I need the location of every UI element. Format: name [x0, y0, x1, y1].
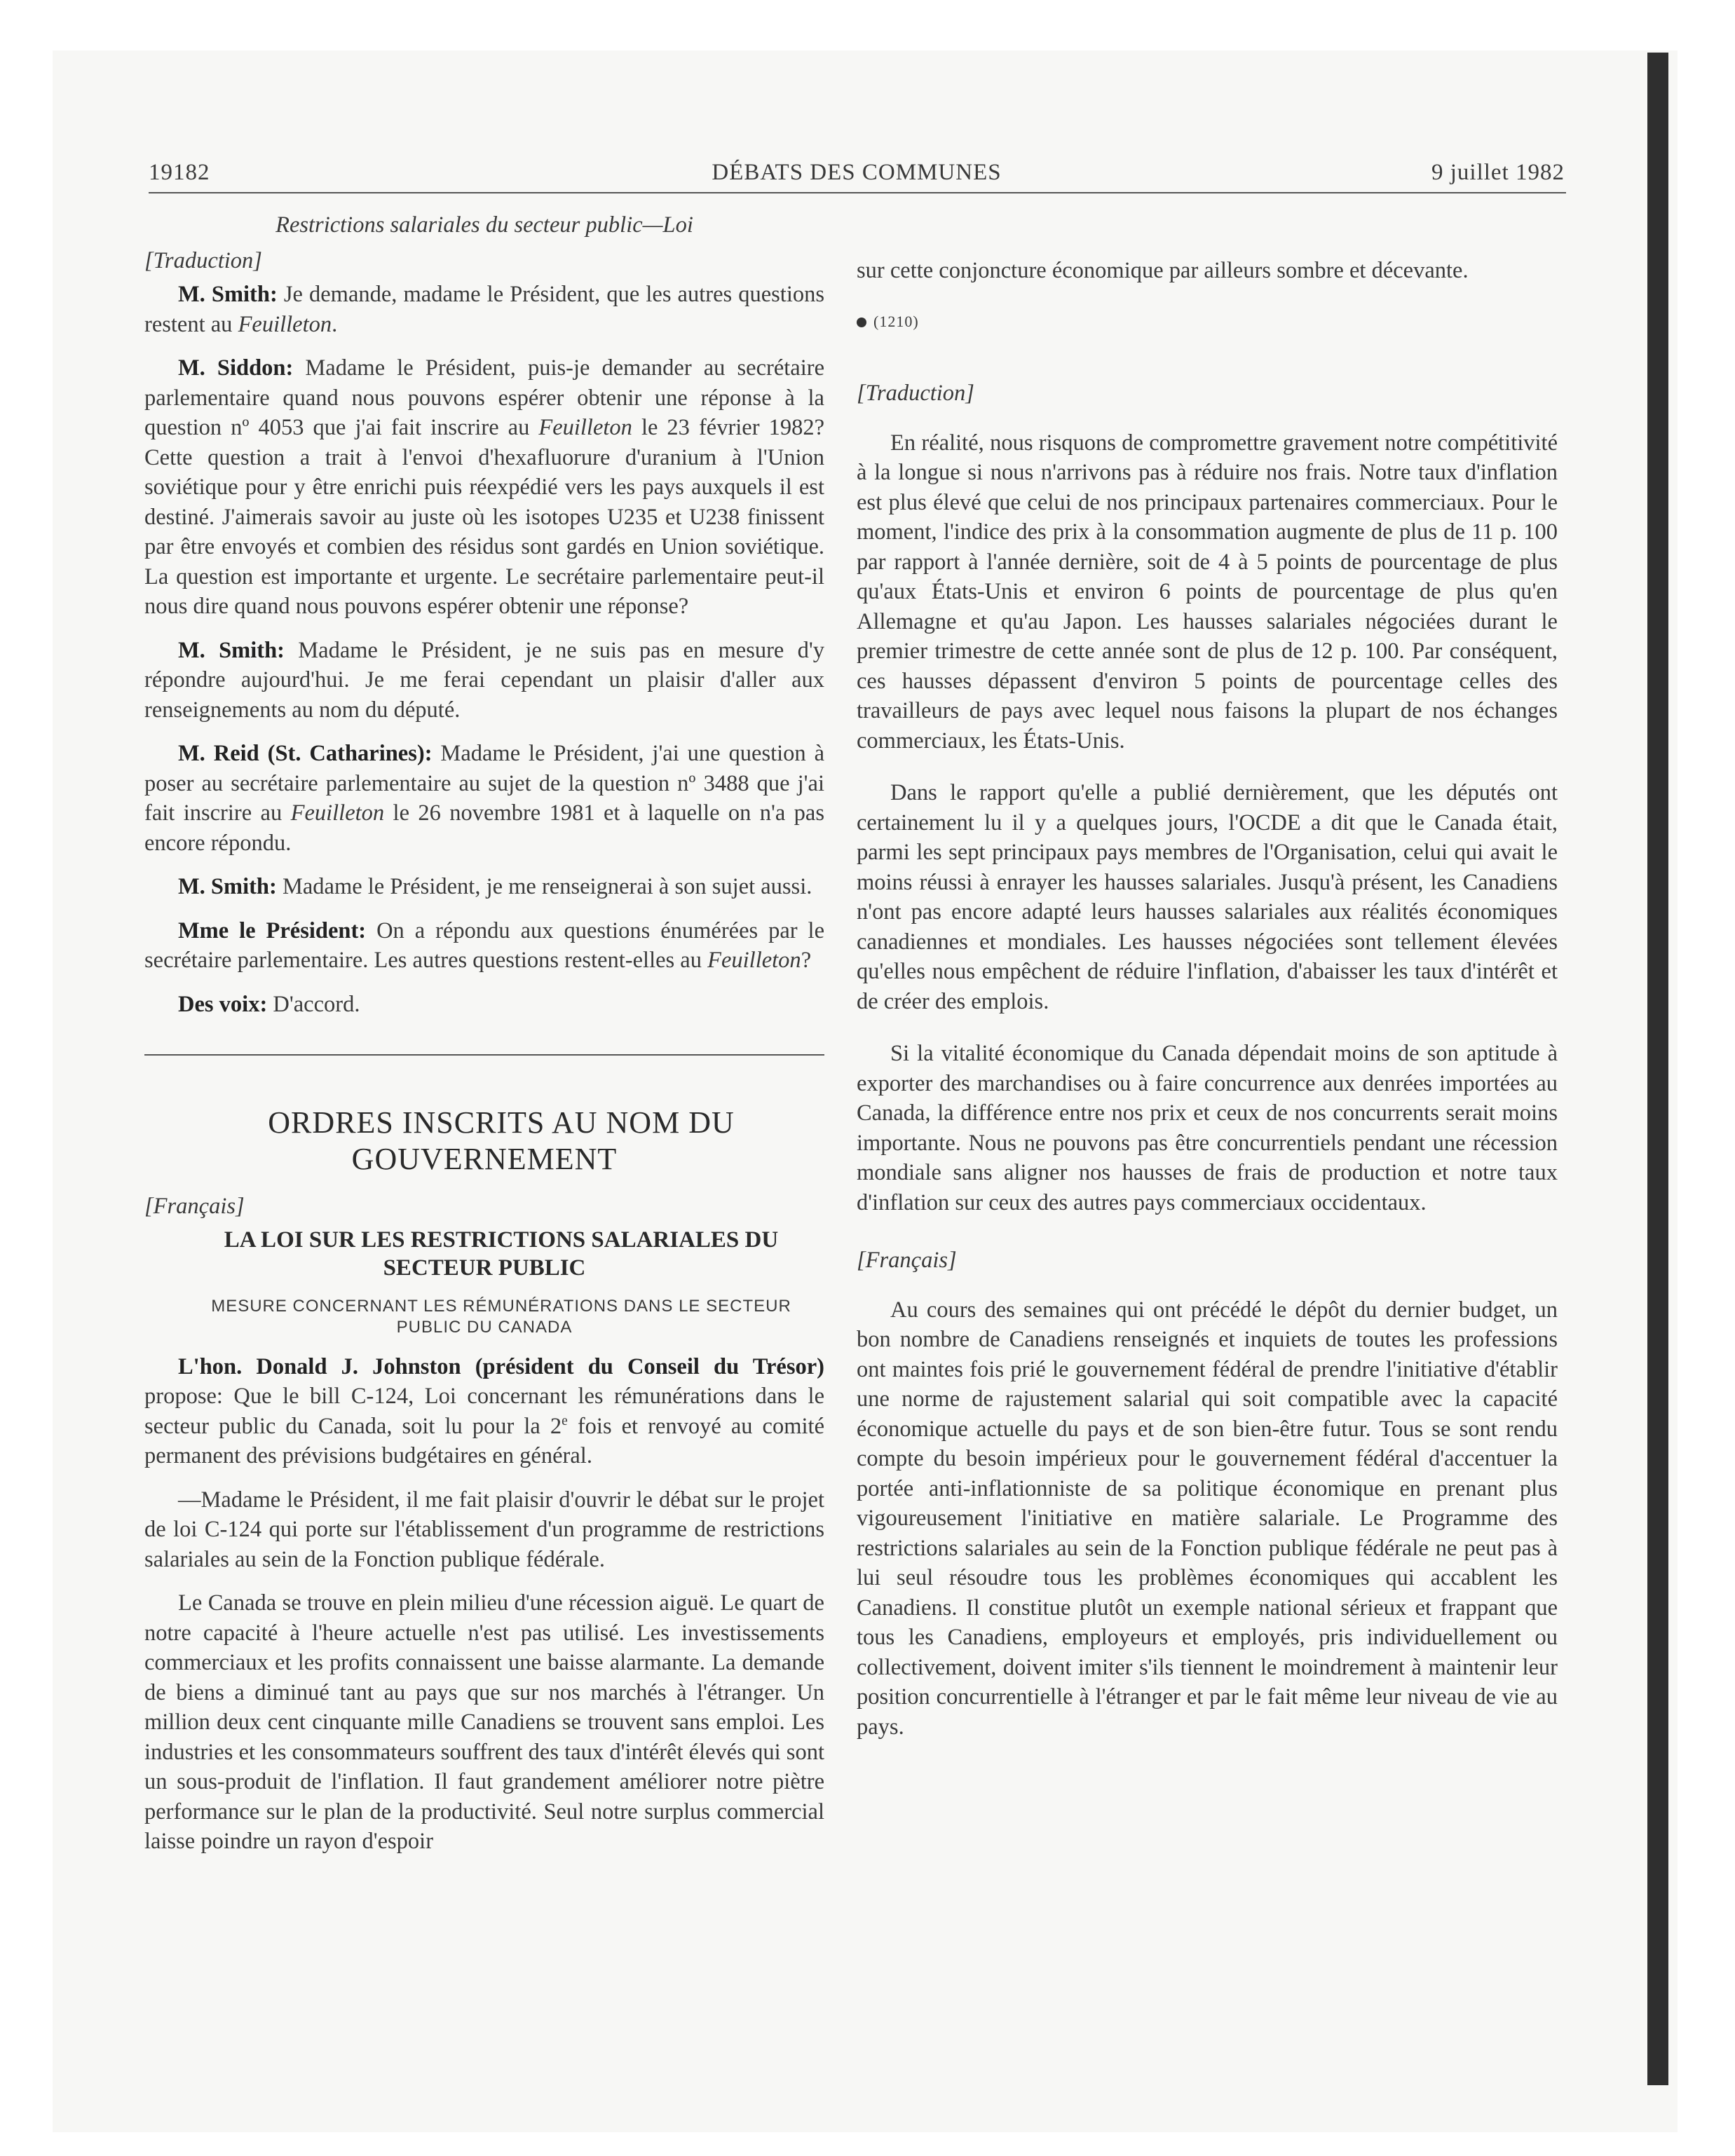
bullet-dot-icon — [857, 318, 866, 327]
speaker-name: M. Smith: — [178, 282, 278, 307]
publication-title: DÉBATS DES COMMUNES — [712, 160, 1002, 185]
time-stamp: (1210) — [857, 307, 1558, 337]
section-divider — [144, 1054, 824, 1056]
speech-paragraph: M. Smith: Je demande, madame le Président, que les autres questions restent au Feuilleton. — [144, 282, 824, 337]
speaker-name: M. Reid (St. Catharines): — [178, 741, 433, 766]
speech-paragraph: M. Reid (St. Catharines): Madame le Président, j'ai une question à poser au secrétaire parlementaire au sujet de la question nº 3488 que j'ai fait inscrire au Feuilleton le 26 novembre 1981 et à laquelle on n'a pas encore répondu. — [144, 741, 824, 856]
speaker-name: Mme le Président: — [178, 917, 367, 943]
speech-paragraph: M. Smith: Madame le Président, je ne suis pas en mesure d'y répondre aujourd'hui. Je me ferai cependant un plaisir d'aller aux renseignements au nom du député. — [144, 637, 824, 723]
speech-paragraph: Le Canada se trouve en plein milieu d'une récession aiguë. Le quart de notre capacité à l'heure actuelle n'est pas utilisé. Les investissements commerciaux et les profits connaissent une baisse alarmante. La demande de biens a diminué tant au pays que sur nos marchés à l'étranger. Un million deux cent cinquante mille Canadiens se trouvent sans emploi. Les industries et les consommateurs souffrent des taux d'intérêt élevés qui sont un sous-produit de l'inflation. Il faut grandement améliorer notre piètre performance sur le plan de la productivité. Seul notre surplus commercial laisse poindre un rayon d'espoir — [144, 1590, 824, 1854]
speech-paragraph: M. Smith: Madame le Président, je me renseignerai à son sujet aussi. — [178, 874, 812, 899]
bill-subheading: MESURE CONCERNANT LES RÉMUNÉRATIONS DANS LE SECTEUR PUBLIC DU CANADA — [211, 1296, 791, 1337]
language-tag: [Traduction] — [857, 381, 974, 406]
speech-paragraph: M. Siddon: Madame le Président, puis-je demander au secrétaire parlementaire quand nous pouvons espérer obtenir une réponse à la question nº 4053 que j'ai fait inscrire au Feuilleton le 23 février 1982? Cette question a trait à l'envoi d'hexafluorure d'uranium à l'Union soviétique pour y être enrichi puis réexpédié vers les pays auxquels il est destiné. J'aimerais savoir au juste où les isotopes U235 et U238 finissent par être envoyés et combien des résidus sont gardés en Union soviétique. La question est importante et urgente. Le secrétaire parlementaire peut-il nous dire quand nous pouvons espérer obtenir une réponse? — [144, 355, 824, 619]
page-header — [149, 160, 1565, 196]
right-column — [857, 256, 1558, 1756]
speaker-name: Des voix: — [178, 991, 268, 1017]
section-heading: ORDRES INSCRITS AU NOM DU GOUVERNEMENT — [268, 1105, 735, 1176]
scan-edge-bar — [1647, 53, 1668, 2085]
bill-heading: LA LOI SUR LES RESTRICTIONS SALARIALES DU SECTEUR PUBLIC — [224, 1227, 779, 1281]
running-rubric: Restrictions salariales du secteur public—Loi — [275, 212, 693, 238]
speech-paragraph: Mme le Président: On a répondu aux questions énumérées par le secrétaire parlementaire. Les autres questions restent-elles au Feuilleton? — [144, 917, 824, 973]
speech-paragraph: —Madame le Président, il me fait plaisir d'ouvrir le débat sur le projet de loi C-124 qui porte sur l'établissement d'un programme de restrictions salariales au sein de la Fonction publique fédérale. — [144, 1487, 824, 1572]
language-tag: [Traduction] — [144, 247, 262, 273]
speech-paragraph: Si la vitalité économique du Canada dépendait moins de son aptitude à exporter des marchandises ou à faire concurrence aux denrées importées au Canada, la différence entre nos prix et ceux de nos concurrents serait moins importante. Nous ne pouvons pas être concurrentiels pendant une récession mondiale sans aligner nos hausses de frais de production et notre taux d'inflation sur ceux des autres pays commerciaux occidentaux. — [857, 1041, 1558, 1215]
publication-date: 9 juillet 1982 — [1431, 160, 1565, 185]
speaker-name: M. Siddon: — [178, 355, 294, 381]
header-rule — [149, 192, 1566, 193]
speech-paragraph: En réalité, nous risquons de compromettre gravement notre compétitivité à la longue si nous n'arrivons pas à réduire nos frais. Notre taux d'inflation est plus élevé que celui de nos principaux partenaires commerciaux. Pour le moment, l'indice des prix à la consommation augmente de plus de 11 p. 100 par rapport à l'année dernière, soit de 4 à 5 points de pourcentage de plus qu'aux États-Unis et environ 6 points de pourcentage de plus qu'en Allemagne et qu'au Japon. Les hausses salariales négociées durant le premier trimestre de cette année sont de plus de 12 p. 100. Par conséquent, ces hausses dépassent d'environ 5 points de pourcentage celles des travailleurs de pays avec lequel nous faisons la plupart de nos échanges commerciaux, les États-Unis. — [857, 430, 1558, 753]
language-tag: [Français] — [144, 1194, 245, 1219]
speech-paragraph: Dans le rapport qu'elle a publié dernièrement, que les députés ont certainement lu il y a quelques jours, l'OCDE a dit que le Canada était, parmi les sept principaux pays membres de l'Organisation, celui qui avait le moins réussi à enrayer les hausses salariales. Jusqu'à présent, les Canadiens n'ont pas encore adapté leurs hausses salariales aux réalités économiques canadiennes et mondiales. Les hausses négociées sont tellement élevées qu'elles nous empêchent de réduire l'inflation, d'abaisser les taux d'intérêt et de créer des emplois. — [857, 780, 1558, 1014]
speech-paragraph: L'hon. Donald J. Johnston (président du Conseil du Trésor) propose: Que le bill C-124, Loi concernant les rémunérations dans le secteur public du Canada, soit lu pour la 2e fois et renvoyé au comité permanent des prévisions budgétaires en général. — [144, 1353, 824, 1468]
speech-paragraph: Au cours des semaines qui ont précédé le dépôt du dernier budget, un bon nombre de Canadiens renseignés et inquiets de toutes les professions ont maintes fois prié le gouvernement fédéral de prendre l'initiative d'établir une norme de rajustement salarial qui soit compatible avec la capacité économique actuelle du pays et de son bien-être futur. Tous se sont rendu compte du besoin impérieux pour le gouvernement fédéral d'accentuer la portée anti-inflationniste de sa politique économique en prenant plus vigoureusement l'initiative en matière salariale. Le Programme des restrictions salariales au sein de la Fonction publique fédérale ne peut pas à lui seul résoudre tous les problèmes économiques qui accablent les Canadiens. Il constitue plutôt un exemple national sérieux et frappant que tous les Canadiens, employeurs et employés, pris individuellement ou collectivement, doivent imiter s'ils tiennent le moindrement à maintenir leur position concurrentielle à l'étranger et par le fait même leur niveau de vie au pays. — [857, 1297, 1558, 1740]
speaker-name: M. Smith: — [178, 874, 277, 899]
speaker-name: M. Smith: — [178, 637, 285, 663]
speech-paragraph: sur cette conjoncture économique par ailleurs sombre et décevante. — [857, 258, 1469, 283]
language-tag: [Français] — [857, 1248, 957, 1273]
speech-paragraph: Des voix: D'accord. — [178, 991, 360, 1017]
speaker-name: L'hon. Donald J. Johnston (président du Conseil du Trésor) — [178, 1353, 824, 1379]
page-number: 19182 — [149, 160, 210, 185]
left-column — [144, 210, 824, 1871]
